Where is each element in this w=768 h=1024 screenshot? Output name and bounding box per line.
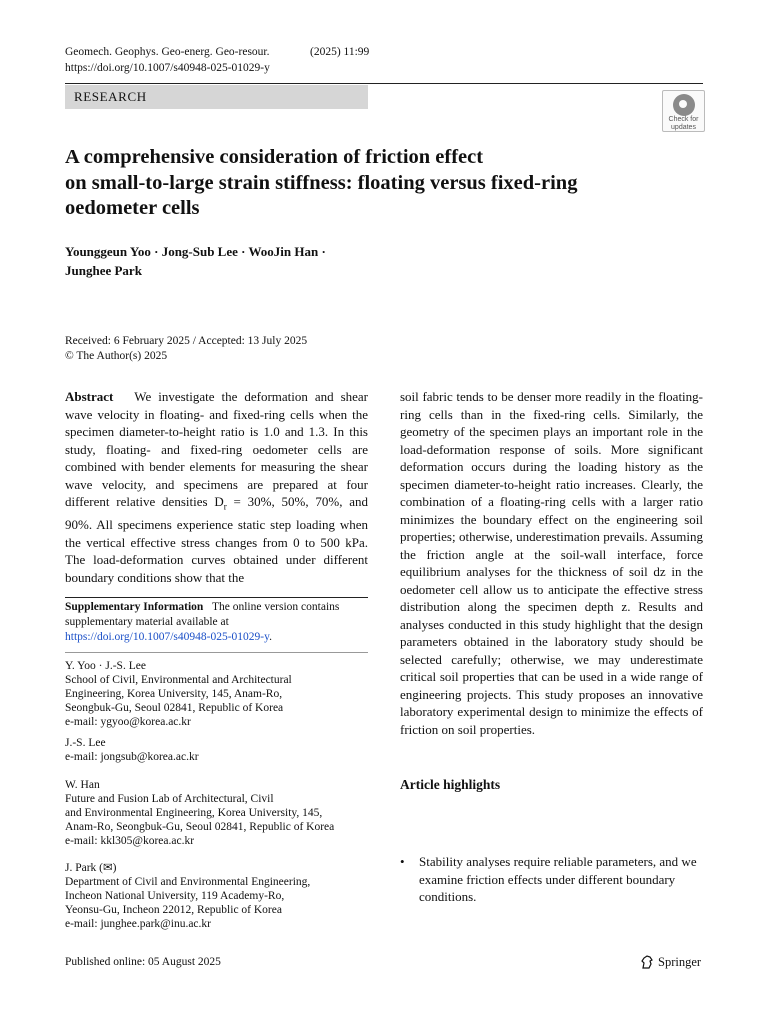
aff-line: Department of Civil and Environmental Engineering, (65, 876, 311, 888)
aff-email[interactable]: e-mail: jongsub@korea.ac.kr (65, 751, 199, 763)
article-dates (65, 334, 307, 364)
aff-line: W. Han (65, 779, 100, 791)
publisher-logo[interactable] (640, 955, 701, 970)
aff-line: and Environmental Engineering, Korea University, 145, (65, 807, 323, 819)
check-for-updates-badge[interactable] (662, 90, 705, 132)
authors-line-1[interactable]: Younggeun Yoo · Jong-Sub Lee · WooJin Han · (65, 244, 326, 259)
affiliation-han (65, 778, 368, 848)
aff-email[interactable]: e-mail: ygyoo@korea.ac.kr (65, 716, 191, 728)
supplementary-info (65, 600, 368, 645)
highlights-heading: Article highlights (400, 777, 501, 792)
subscript-r: r (223, 501, 227, 512)
section-bar (65, 85, 368, 109)
abstract-label: Abstract (65, 389, 114, 404)
abstract-text-part2: = 30%, 50%, 70%, and 90%. All specimens experience static step loading when the vertical effective stress changes from 0 to 500 kPa. The load-deformation curves obtained under different boundary conditions show that the (65, 494, 368, 585)
supplementary-end: . (269, 631, 272, 643)
received-accepted: Received: 6 February 2025 / Accepted: 13 July 2025 (65, 335, 308, 347)
abstract-text-part1: We investigate the deformation and shear wave velocity in floating- and fixed-ring cells when the specimen diameter-to-height ratio is 1.0 and 1.3. In this study, floating- and fixed-ring oedometer cells are combined with bender elements for measuring the shear wave velocity, and specimens are prepared at four different relative densities D (65, 389, 369, 509)
header-rule (65, 83, 703, 84)
supplementary-link[interactable]: https://doi.org/10.1007/s40948-025-01029-y (65, 631, 270, 643)
abstract-right: soil fabric tends to be denser more readily in the floating-ring cells than in the fixed-ring cells. Similarly, the geometry of the specimen plays an important role in the load-deformation response of soils. More significant deformation occurs during the loading history as the specimen diameter-to-height ratio increases. Clearly, the combination of a floating-ring cells with a larger ratio minimizes the boundary effect on the engineering soil properties; otherwise, underestimation prevails. Assuming the friction angle at the soil-wall interface, force equilibrium analyses for the thickness of soil dz in the oedometer cell allow us to anticipate the effective stress distribution along the specimen depth z. Results and analyses conducted in this study highlight that the design parameters obtained in the laboratory study should be selected carefully; otherwise, we may underestimate critical soil properties that can be used in a wide range of engineering projects. This study proposes an innovative laboratory experimental design to minimize the effects of friction on soil properties. (400, 389, 703, 737)
affiliation-park (65, 861, 368, 931)
section-label: RESEARCH (74, 89, 147, 104)
highlight-item (400, 853, 703, 906)
published-date: Published online: 05 August 2025 (65, 956, 221, 968)
aff-line: Yeonsu-Gu, Incheon 22012, Republic of Korea (65, 904, 282, 916)
badge-text-2: updates (671, 124, 696, 131)
title-line-3: oedometer cells (65, 197, 200, 219)
author-list (65, 242, 385, 280)
highlight-text: Stability analyses require reliable parameters, and we examine friction effects under different boundary conditions. (419, 854, 697, 904)
aff-line: J.-S. Lee (65, 737, 106, 749)
title-line-1: A comprehensive consideration of friction effect (65, 146, 484, 168)
article-title (65, 145, 685, 222)
copyright: © The Author(s) 2025 (65, 350, 168, 362)
bullet-icon: • (400, 854, 405, 869)
affiliation-rule (65, 652, 368, 653)
aff-line: Engineering, Korea University, 145, Anam-Ro, (65, 688, 283, 700)
title-line-2: on small-to-large strain stiffness: floating versus fixed-ring (65, 171, 578, 194)
footnote-rule (65, 597, 368, 598)
springer-horse-icon (640, 955, 654, 969)
journal-name: Geomech. Geophys. Geo-energ. Geo-resour. (65, 46, 270, 58)
affiliation-yoo-lee (65, 659, 368, 729)
aff-line: Incheon National University, 119 Academy-Ro, (65, 890, 285, 902)
aff-line: School of Civil, Environmental and Architectural (65, 674, 292, 686)
doi-link[interactable]: https://doi.org/10.1007/s40948-025-01029-y (65, 62, 270, 74)
abstract-left (65, 388, 368, 586)
aff-line: Anam-Ro, Seongbuk-Gu, Seoul 02841, Republic of Korea (65, 821, 335, 833)
supplementary-text: The online version contains supplementary material available at (65, 601, 340, 628)
bookmark-icon (673, 94, 695, 116)
aff-line: J. Park (✉) (65, 862, 117, 874)
aff-line: Seongbuk-Gu, Seoul 02841, Republic of Korea (65, 702, 284, 714)
aff-line: Future and Fusion Lab of Architectural, Civil (65, 793, 274, 805)
badge-text-1: Check for (668, 116, 699, 123)
affiliation-lee (65, 736, 368, 764)
journal-header (65, 44, 370, 76)
publisher-name: Springer (658, 955, 702, 969)
authors-line-2[interactable]: Junghee Park (65, 263, 142, 278)
aff-email[interactable]: e-mail: kkl305@korea.ac.kr (65, 835, 195, 847)
journal-issue: (2025) 11:99 (310, 46, 370, 58)
supplementary-label: Supplementary Information (65, 601, 204, 613)
aff-email[interactable]: e-mail: junghee.park@inu.ac.kr (65, 918, 211, 930)
aff-line: Y. Yoo · J.-S. Lee (65, 660, 146, 672)
